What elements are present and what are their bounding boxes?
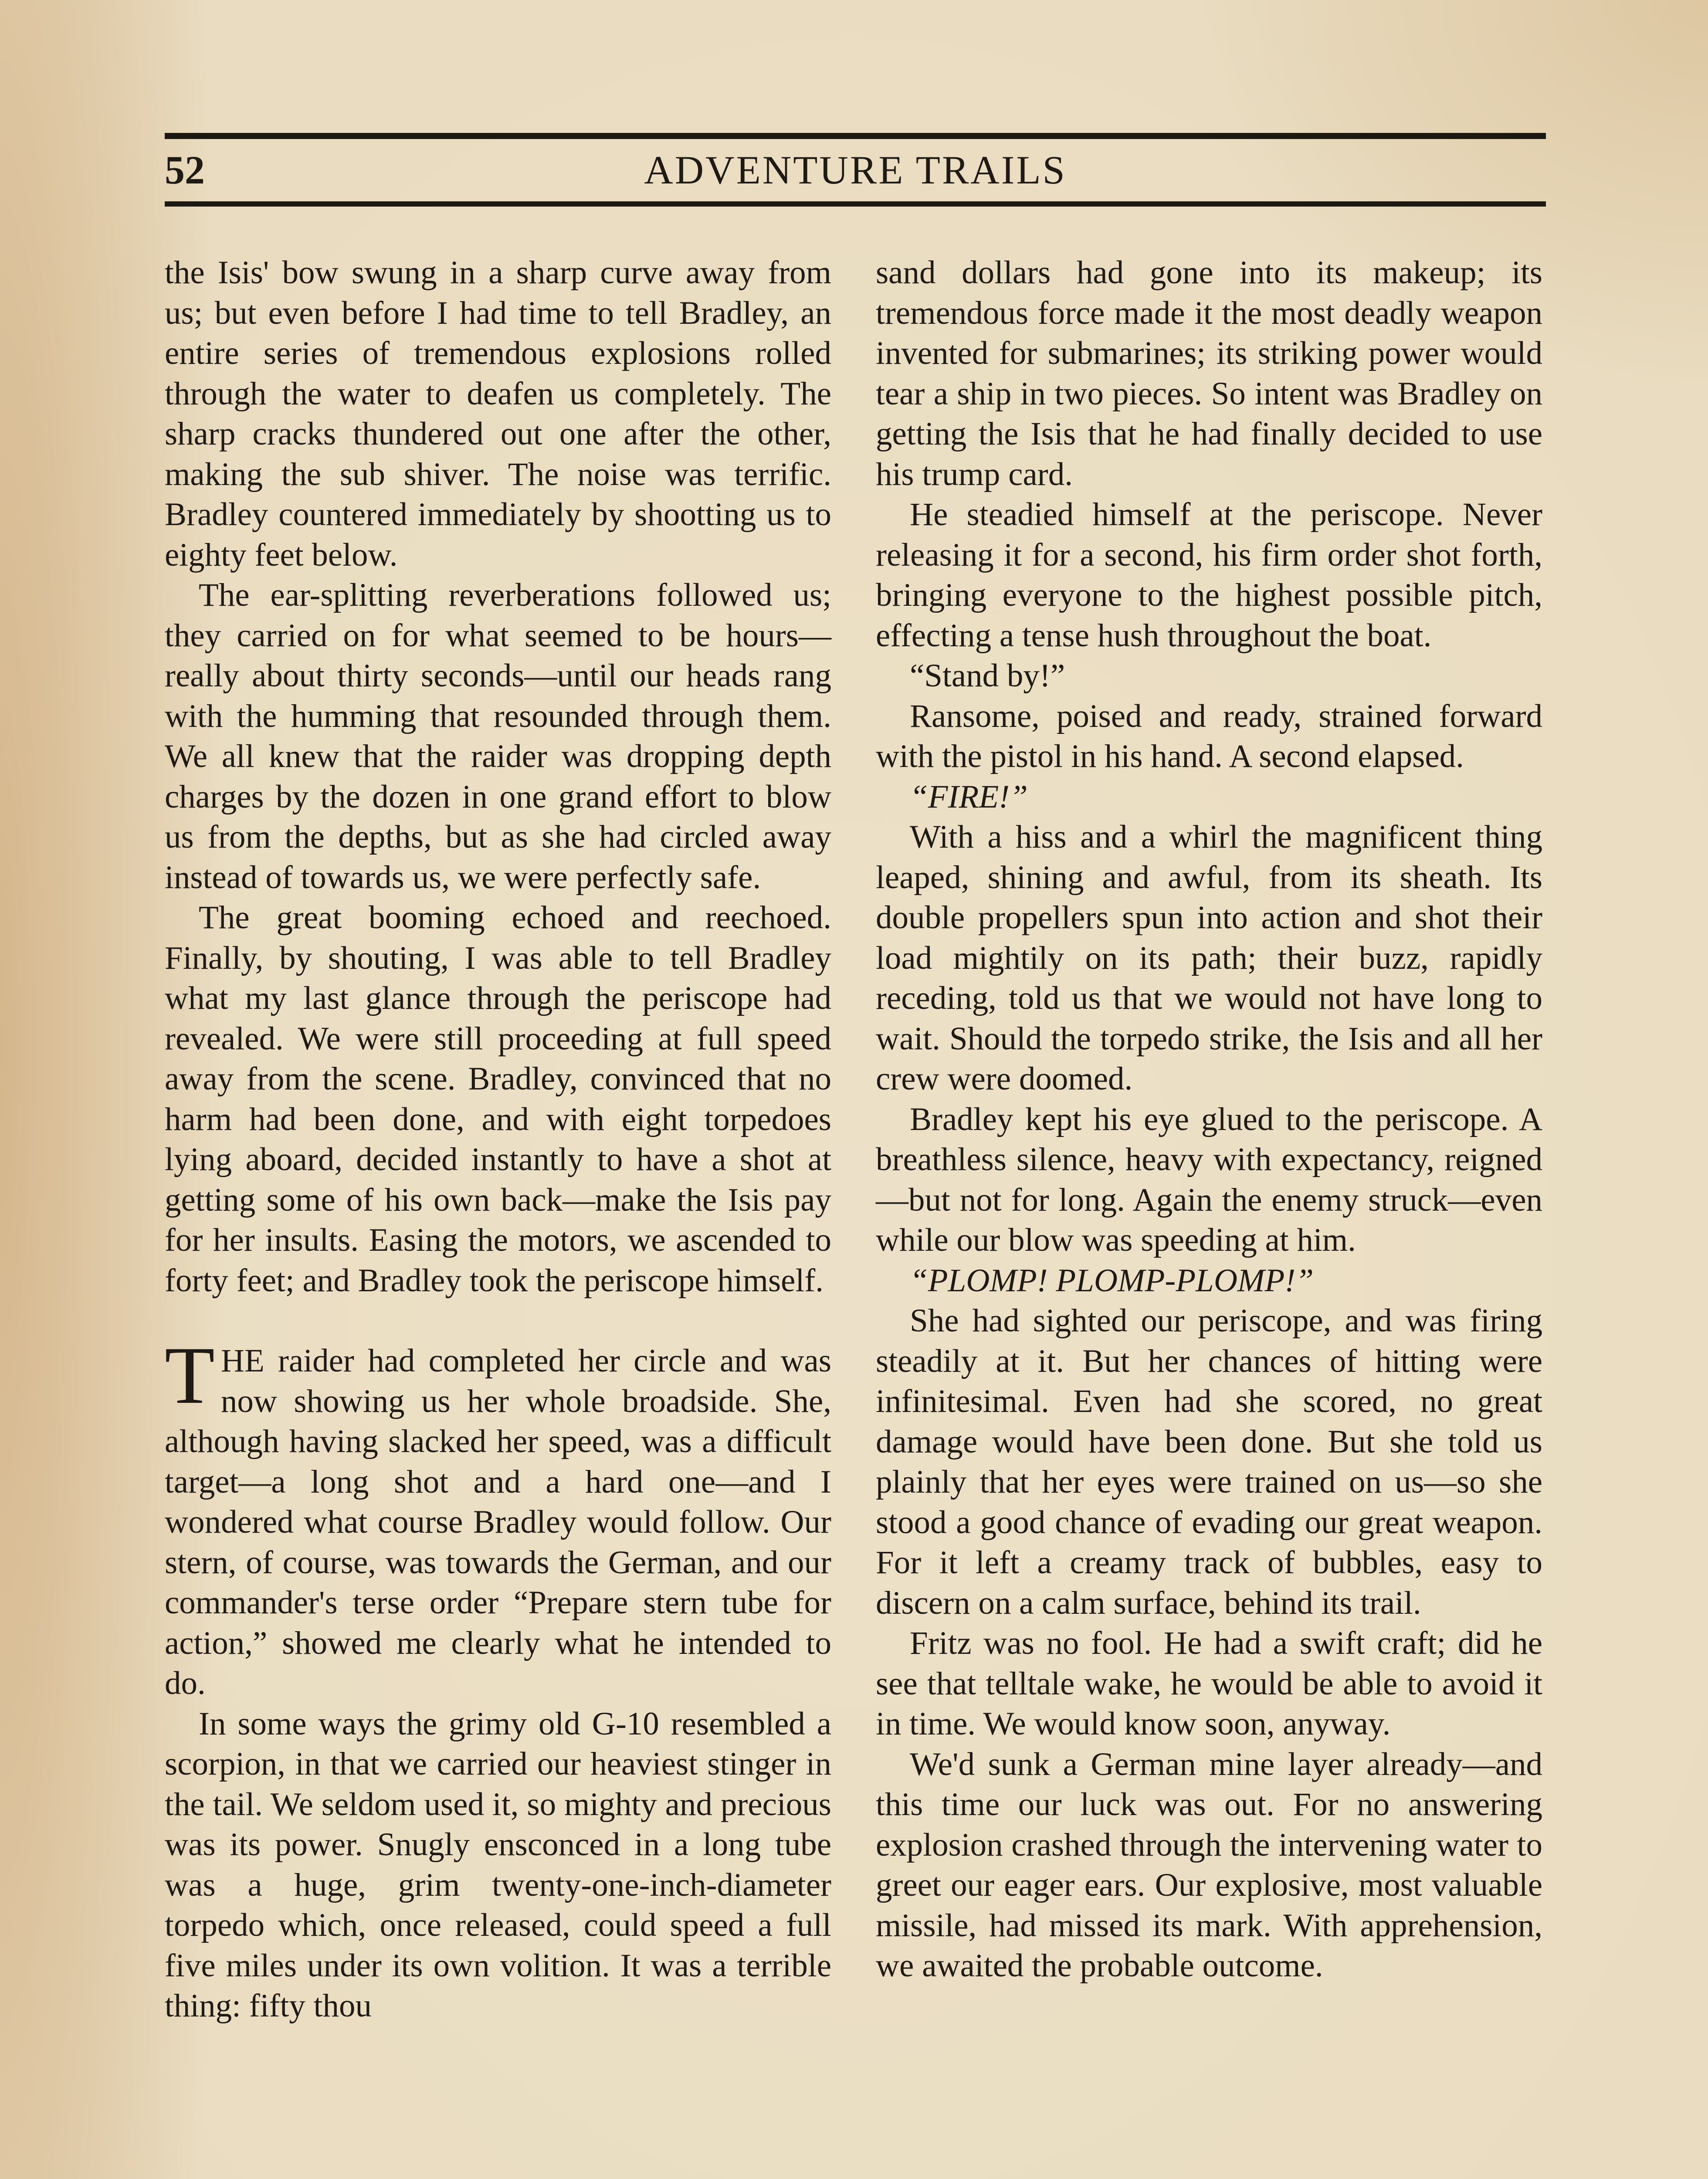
paragraph: the Isis' bow swung in a sharp curve away from us; but even before I had time to tell Bradley, an entire series of tremendous explosions rolled through the water to deafen us completely. The sharp cracks thundered out one after the other, making the sub shiver. The noise was terrific. Bradley countered immediately by shootting us to eighty feet below. (165, 255, 831, 573)
dialogue-line (876, 1261, 1542, 1301)
paragraph: She had sighted our periscope, and was firing steadily at it. But her chances of hitting were infinitesimal. Even had she scored, no great damage would have been done. But she told us plainly that her eyes were trained on us—so she stood a good chance of evading our great weapon. For it left a creamy track of bubbles, easy to discern on a calm surface, behind its trail. (876, 1303, 1542, 1621)
paragraph: He steadied himself at the periscope. Never releasing it for a second, his firm order shot forth, bringing everyone to the highest possible pitch, effecting a tense hush throughout the boat. (876, 496, 1542, 654)
paragraph: The great booming echoed and reechoed. Finally, by shouting, I was able to tell Bradley what my last glance through the periscope had revealed. We were still proceeding at full speed away from the scene. Bradley, convinced that no harm had been done, and with eight torpedoes lying aboard, decided instantly to have a shot at getting some of his own back—make the Isis pay for her insults. Easing the motors, we ascended to forty feet; and Bradley took the periscope himself. (165, 899, 831, 1299)
paragraph: With a hiss and a whirl the magnificent thing leaped, shining and awful, from its sheath. Its double propellers spun into action and shot their load mightily on its path; their buzz, rapidly receding, told us that we would not have long to wait. Should the torpedo strike, the Isis and all her crew were doomed. (876, 819, 1542, 1097)
paragraph-text: HE raider had completed her circle and was now showing us her whole broadside. She, although having slacked her speed, was a difficult target—a long shot and a hard one—and I wondered what course Bradley would follow. Our stern, of course, was towards the German, and our commander's terse order “Prepare stern tube for action,” showed me clearly what he intended to do. (165, 1343, 831, 1701)
left-column (165, 253, 831, 2026)
paragraph: We'd sunk a German mine layer already—and this time our luck was out. For no answering explosion crashed through the intervening water to greet our eager ears. Our explosive, most valuable missile, had missed its mark. With apprehension, we awaited the probable outcome. (876, 1746, 1542, 1984)
paragraph: Ransome, poised and ready, strained forward with the pistol in his hand. A second elapsed. (876, 698, 1542, 774)
paragraph: Bradley kept his eye glued to the periscope. A breathless silence, heavy with expectancy, reigned—but not for long. Again the enemy struck—even while our blow was speeding at him. (876, 1101, 1542, 1258)
page-number: 52 (165, 148, 205, 192)
paragraph: Fritz was no fool. He had a swift craft; did he see that telltale wake, he would be able to avoid it in time. We would know soon, anyway. (876, 1625, 1542, 1742)
section-opening-paragraph (165, 1330, 831, 1704)
header-rule-bottom (165, 201, 1546, 207)
dialogue-line: “Stand by!” (910, 658, 1065, 694)
paragraph: The ear-splitting reverberations followed us; they carried on for what seemed to be hours—really about thirty seconds—until our heads rang with the humming that resounded through them. We all knew that the raider was dropping depth charges by the dozen in one grand effort to blow us from the depths, but as she had circled away instead of towards us, we were perfectly safe. (165, 577, 831, 896)
paragraph: sand dollars had gone into its makeup; its tremendous force made it the most deadly weapon invented for submarines; its striking power would tear a ship in two pieces. So intent was Bradley on getting the Isis that he had finally decided to use his trump card. (876, 255, 1542, 492)
header-rule-top (165, 133, 1546, 139)
fire-shout: “FIRE!” (910, 778, 1028, 815)
right-column (876, 253, 1542, 1986)
dialogue-line (876, 777, 1542, 818)
paragraph: In some ways the grimy old G-10 resembled a scorpion, in that we carried our heaviest stinger in the tail. We seldom used it, so mighty and precious was its power. Snugly ensconced in a long tube was a huge, grim twenty-one-inch-diameter torpedo which, once released, could speed a full five miles under its own volition. It was a terrible thing: fifty thou (165, 1705, 831, 2024)
drop-cap: T (165, 1330, 215, 1421)
running-title: ADVENTURE TRAILS (644, 148, 1067, 192)
plomp-sound: “PLOMP! PLOMP-PLOMP!” (910, 1262, 1314, 1299)
